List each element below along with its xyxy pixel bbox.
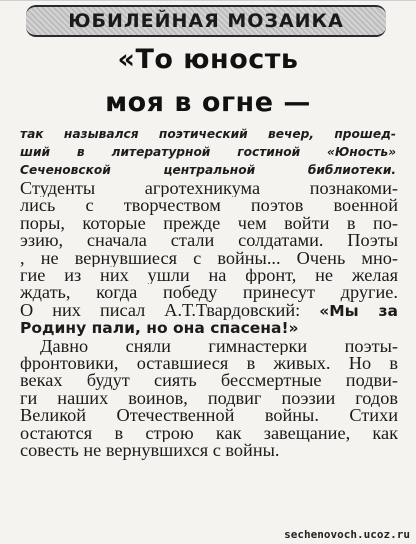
subheading-line-2: ший в литературной гостиной «Юность» bbox=[20, 145, 396, 159]
quote-start: «Мы за bbox=[319, 301, 398, 320]
body-line: эзию, сначала стали солдатами. Поэты bbox=[20, 232, 398, 250]
headline-line-1: «То юность bbox=[117, 44, 299, 75]
body-line: остаются в строю как завещание, как bbox=[20, 424, 398, 443]
body-line-text: О них писал А.Т.Твардовский: bbox=[20, 301, 301, 320]
headline-line-2: моя в огне — bbox=[105, 87, 311, 118]
body-line: ги наших воинов, подвиг поэзии годов bbox=[20, 389, 398, 408]
subheading-line-3: Сеченовской центральной библиотеки. bbox=[20, 163, 396, 177]
body-line: , не вернувшиеся с войны... Очень мно- bbox=[20, 249, 398, 268]
site-watermark: sechenovoch.ucoz.ru bbox=[284, 528, 410, 541]
body-line: Давно сняли гимнастерки поэты- bbox=[40, 337, 398, 356]
body-line: Великой Отечественной войны. Стихи bbox=[20, 407, 398, 425]
rubric-banner bbox=[26, 5, 386, 37]
top-border bbox=[0, 0, 416, 1]
body-line: веках будут сиять бессмертные подви- bbox=[20, 372, 398, 390]
body-line-with-quote bbox=[20, 302, 398, 320]
body-line: лись с творчеством поэтов военной bbox=[20, 197, 398, 215]
quote-end: Родину пали, но она спасена!» bbox=[20, 320, 299, 338]
subheading-line-1: так назывался поэтический вечер, прошед- bbox=[20, 127, 396, 141]
body-line: поры, которые прежде чем войти в по- bbox=[20, 214, 398, 233]
body-line: гие из них ушли на фронт, не желая bbox=[20, 267, 398, 285]
body-line: Студенты агротехникума познакоми- bbox=[20, 180, 398, 198]
rubric-title: ЮБИЛЕЙНАЯ МОЗАИКА bbox=[68, 10, 344, 32]
body-line: фронтовики, оставшиеся в живых. Но в bbox=[20, 355, 398, 373]
body-line: совесть не вернувшихся с войны. bbox=[20, 442, 280, 460]
body-line: ждать, когда победу принесут другие. bbox=[20, 284, 398, 302]
article-body bbox=[20, 180, 398, 460]
